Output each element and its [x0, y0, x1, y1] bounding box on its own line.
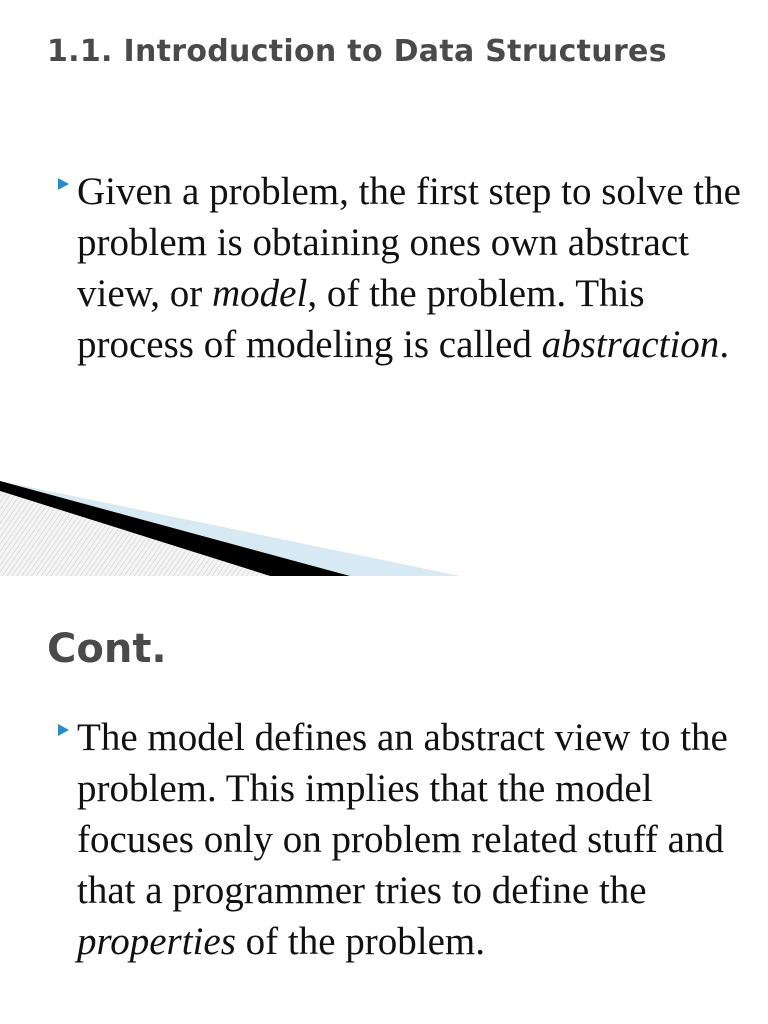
bullet-text-part: of the problem. — [235, 920, 485, 963]
slide-title: 1.1. Introduction to Data Structures — [47, 34, 667, 69]
bullet-text — [77, 712, 748, 967]
decorative-swoosh — [0, 481, 460, 576]
bullet-triangle-icon — [58, 178, 69, 190]
bullet-triangle-icon — [58, 724, 69, 736]
bullet-item — [58, 166, 748, 370]
emphasis-model: model — [212, 272, 308, 315]
emphasis-abstraction: abstraction — [541, 323, 720, 366]
bullet-text — [77, 166, 748, 370]
bullet-text-part: . — [719, 323, 730, 366]
slide-title: Cont. — [47, 626, 167, 672]
bullet-text-part: Given a problem, the first step to solve the problem is obtaining ones own abstract view, or — [77, 170, 741, 315]
bullet-text-part: , of the problem. This process of modeling is called — [77, 272, 645, 366]
emphasis-properties: properties — [77, 920, 236, 963]
bullet-item — [58, 712, 748, 967]
bullet-text-part: The model defines an abstract view to the problem. This implies that the model focuses only on problem related stuff and that a programmer tries to define the — [77, 716, 728, 912]
slide-2 — [0, 576, 768, 1024]
